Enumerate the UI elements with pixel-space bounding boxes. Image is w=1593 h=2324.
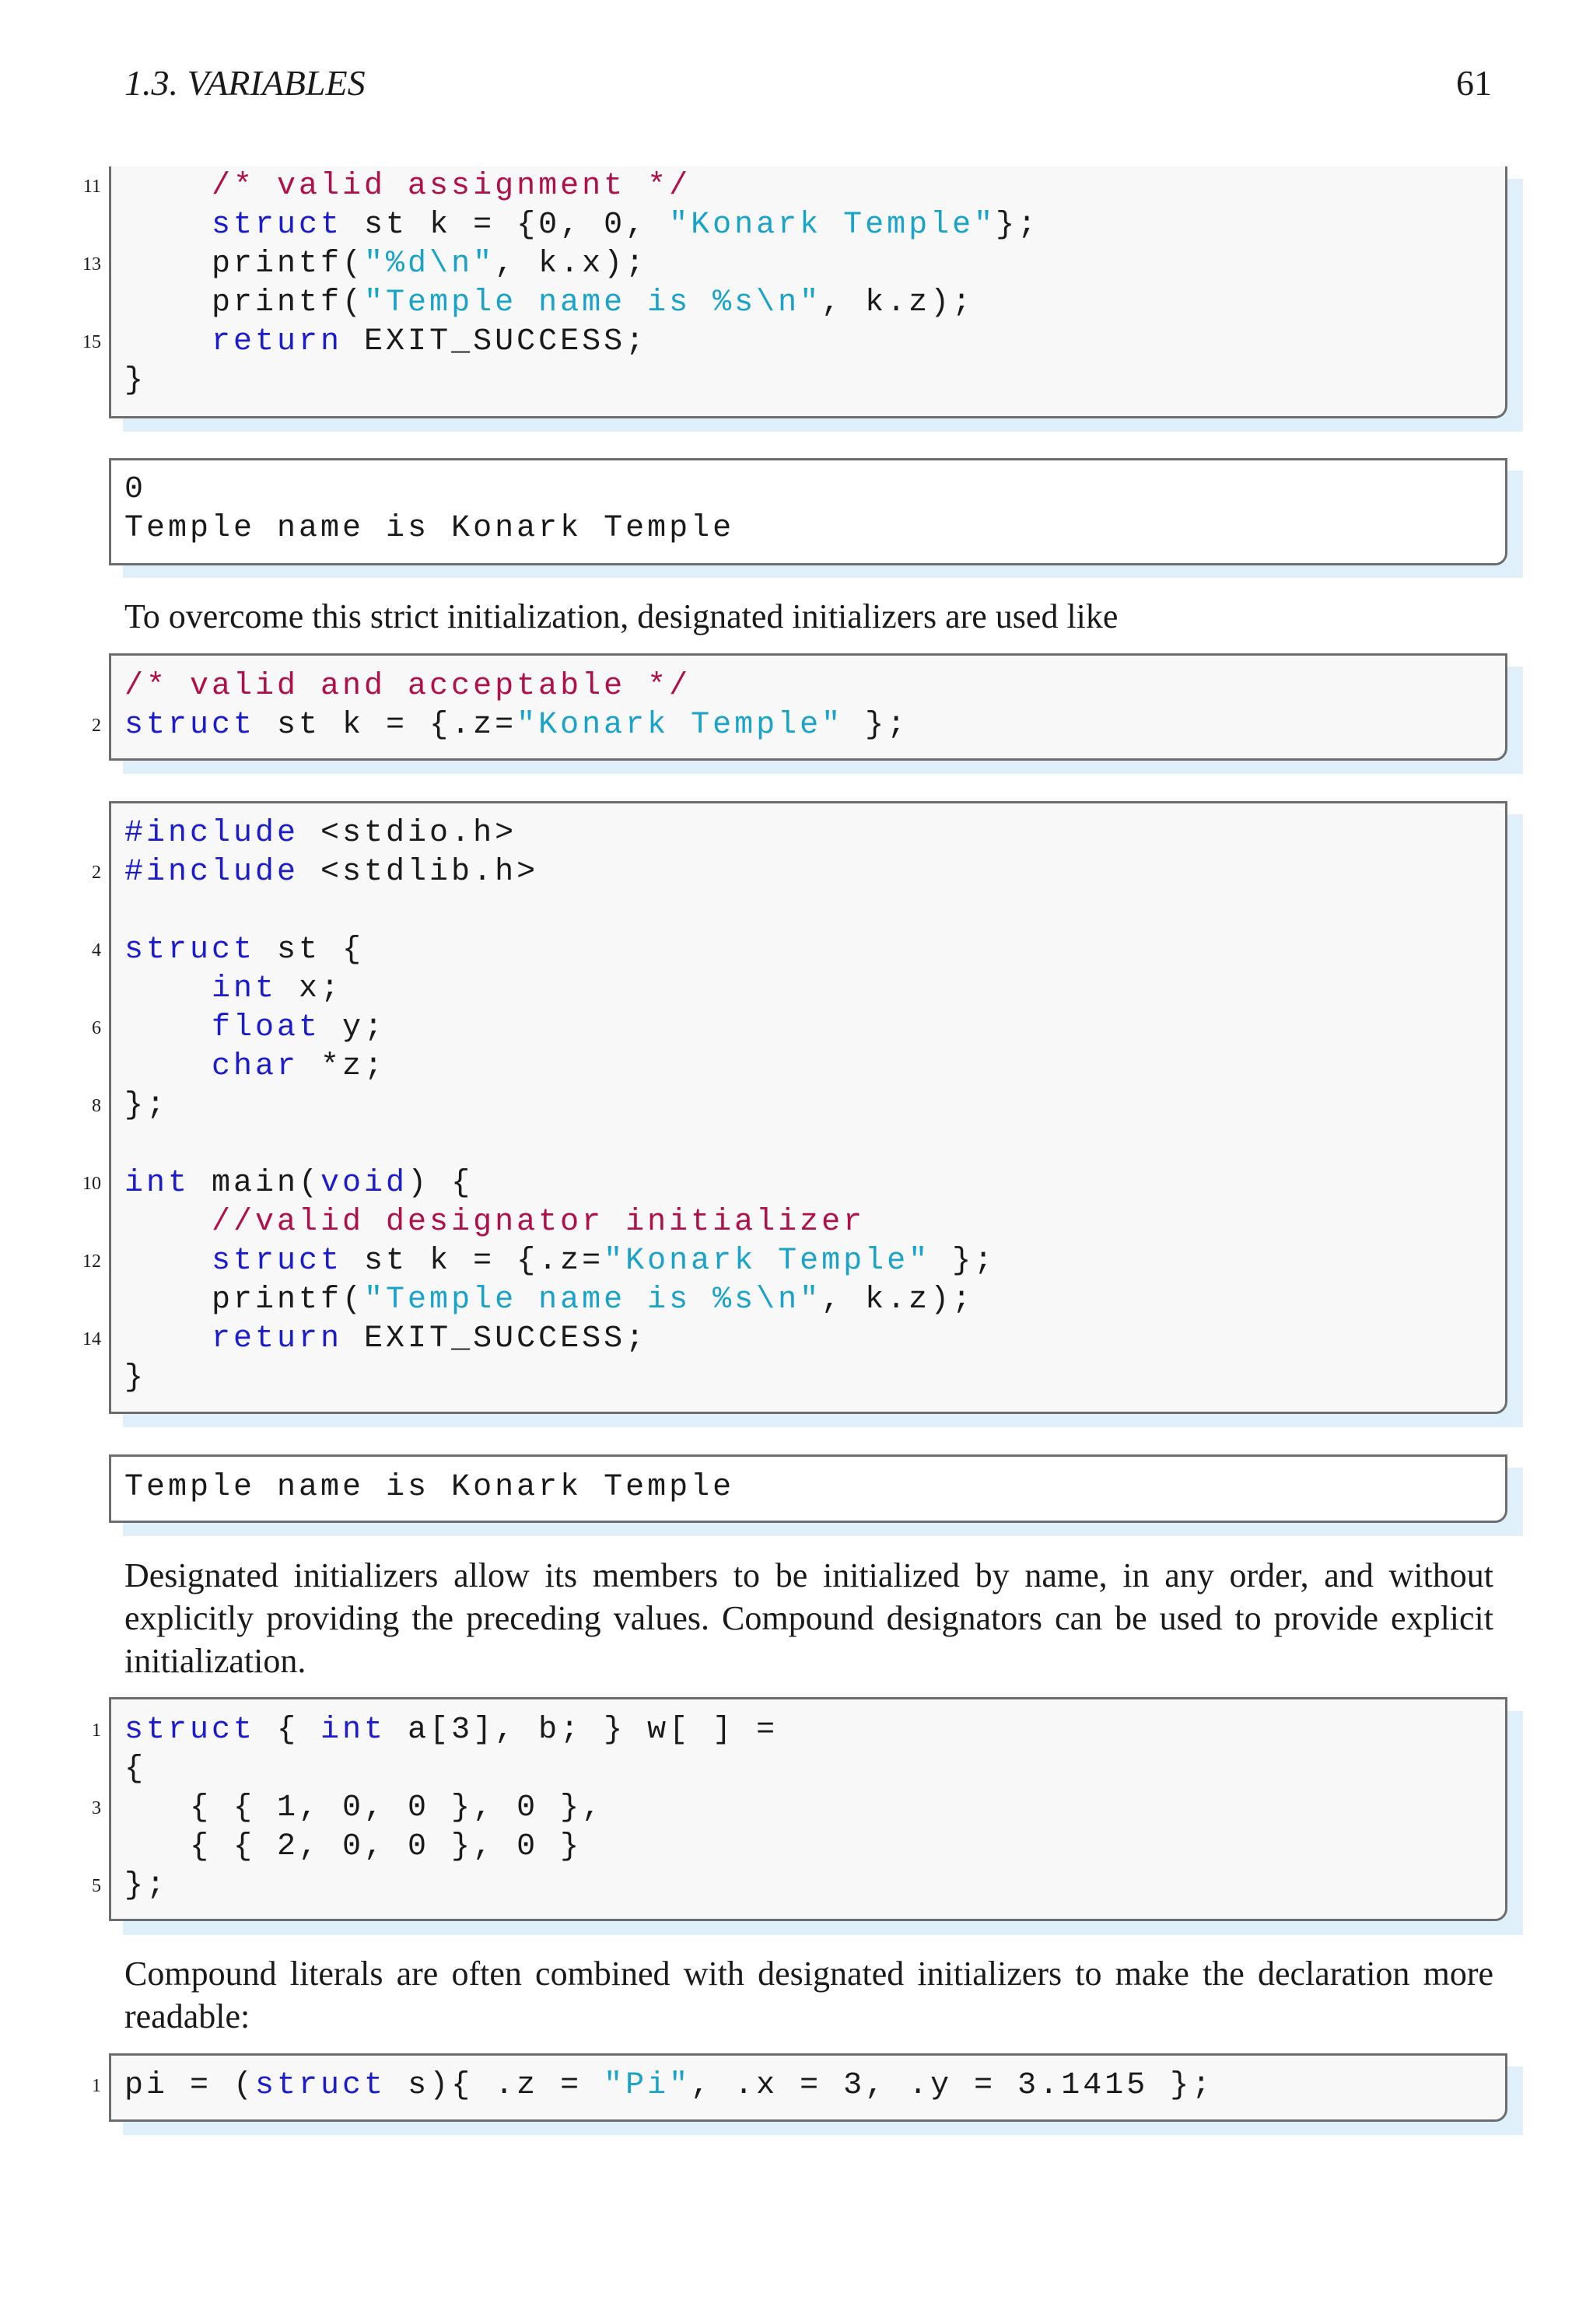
code-line [124, 1125, 996, 1164]
paragraph-designated-explanation: Designated initializers allow its members to be initialized by name, in any order, and without explicitly providing the preceding values. Compound designators can be used to provide explicit initialization. [124, 1556, 1493, 1680]
line-number [47, 1048, 101, 1087]
line-number: 13 [82, 254, 101, 275]
code-line: struct st k = {0, 0, "Konark Temple"}; [212, 208, 1040, 243]
code-line: pi = (struct s){ .z = "Pi", .x = 3, .y = 3.1415 }; [124, 2068, 1214, 2103]
line-number: 14 [82, 1329, 101, 1349]
line-number [47, 362, 101, 401]
page-number: 61 [1456, 63, 1492, 103]
code-block-4 [124, 1711, 778, 1906]
code-line: printf("Temple name is %s\n", k.z); [124, 285, 975, 320]
code-line: Temple name is Konark Temple [124, 1470, 735, 1505]
code-line: Temple name is Konark Temple [124, 511, 735, 546]
line-number: 4 [92, 940, 101, 961]
line-number [47, 1828, 101, 1867]
line-number: 8 [92, 1096, 101, 1116]
code-line: { { 1, 0, 0 }, 0 }, [124, 1790, 604, 1825]
code-line: printf("Temple name is %s\n", k.z); [124, 1283, 975, 1318]
line-number [47, 1203, 101, 1242]
code-line: struct st k = {.z="Konark Temple" }; [212, 1244, 996, 1279]
output-2 [124, 1468, 734, 1507]
code-line: int x; [212, 971, 343, 1006]
output-1 [124, 471, 734, 548]
code-block-2-line-numbers [47, 667, 101, 745]
code-block-4-line-numbers [47, 1711, 101, 1906]
line-number [47, 970, 101, 1009]
line-number [47, 1750, 101, 1789]
code-line: char *z; [212, 1049, 387, 1084]
code-block-1 [124, 167, 1039, 401]
code-line [124, 892, 996, 931]
code-line: } [124, 1360, 147, 1395]
code-line: { [124, 1752, 147, 1787]
line-number: 6 [92, 1018, 101, 1038]
code-block-2 [124, 667, 909, 745]
code-block-1-line-numbers [47, 167, 101, 401]
code-line: { { 2, 0, 0 }, 0 } [124, 1829, 583, 1864]
line-number: 5 [92, 1876, 101, 1896]
code-line: /* valid and acceptable */ [124, 669, 691, 704]
line-number: 12 [82, 1251, 101, 1272]
code-line: float y; [212, 1010, 387, 1045]
code-line: //valid designator initializer [212, 1205, 866, 1240]
code-line: }; [124, 1868, 169, 1903]
code-line: /* valid assignment */ [212, 169, 691, 204]
code-block-3 [124, 814, 996, 1398]
code-line: struct st { [124, 933, 365, 968]
line-number [47, 1281, 101, 1320]
line-number [47, 892, 101, 931]
line-number: 2 [92, 716, 101, 736]
code-line: int main(void) { [124, 1166, 474, 1201]
line-number [47, 667, 101, 706]
line-number: 1 [92, 1720, 101, 1741]
paragraph-compound-literals: Compound literals are often combined with designated initializers to make the declaration more readable: [124, 1955, 1493, 2035]
code-block-3-line-numbers [47, 814, 101, 1398]
code-line: #include <stdlib.h> [124, 855, 539, 890]
line-number [47, 1125, 101, 1164]
code-line: #include <stdio.h> [124, 816, 517, 851]
code-line: struct { int a[3], b; } w[ ] = [124, 1713, 779, 1748]
line-number: 15 [82, 332, 101, 352]
code-line: struct st k = {.z="Konark Temple" }; [124, 708, 909, 743]
paragraph-designated-intro: To overcome this strict initialization, designated initializers are used like [124, 597, 1119, 635]
code-block-5 [124, 2067, 1213, 2105]
code-line: return EXIT_SUCCESS; [212, 324, 648, 359]
line-number: 11 [82, 177, 101, 197]
line-number [47, 206, 101, 245]
line-number [47, 284, 101, 323]
code-line: }; [124, 1088, 169, 1123]
line-number: 1 [92, 2076, 101, 2096]
code-line: 0 [124, 472, 147, 507]
running-header-section: 1.3. VARIABLES [124, 63, 366, 103]
code-line: return EXIT_SUCCESS; [212, 1321, 648, 1356]
code-block-5-line-numbers [47, 2067, 101, 2105]
line-number: 10 [82, 1174, 101, 1194]
code-line: printf("%d\n", k.x); [124, 247, 648, 282]
line-number [47, 1359, 101, 1398]
code-line: } [124, 363, 147, 398]
line-number [47, 814, 101, 853]
line-number: 2 [92, 863, 101, 883]
line-number: 3 [92, 1798, 101, 1818]
